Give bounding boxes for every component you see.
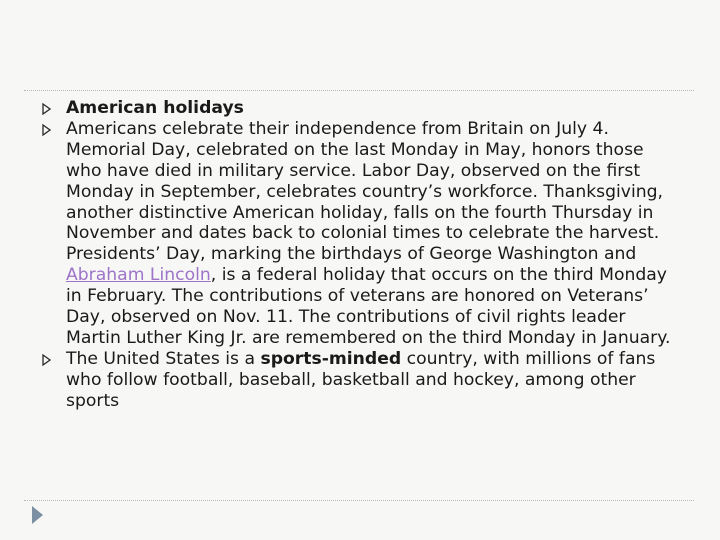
bullet-item-holidays [40,119,680,349]
abraham-lincoln-link[interactable]: Abraham Lincoln [66,265,211,286]
holidays-text-after-link: , is a federal holiday that occurs on the third Monday in February. The contributions of veterans are honored on Veterans’ Day, observed on Nov. 11. The contributions of civil rights leader Martin Luther King Jr. are remembered on the third Monday in January. [66,265,671,348]
bullet-list [40,98,680,412]
bullet-item-heading [40,98,680,119]
nav-forward-icon[interactable] [32,506,43,524]
triangle-bullet-icon [42,103,51,115]
sports-text-after-bold: country, with millions of fans who follow football, baseball, basketball and hockey, among other sports [66,348,656,411]
triangle-bullet-icon [42,124,51,136]
bullet-heading-text: American holidays [66,98,244,118]
sports-minded-text: sports-minded [260,348,402,369]
top-divider [24,90,694,91]
sports-text-before-bold: The United States is a [66,348,261,369]
bottom-divider [24,500,694,501]
slide-content [40,98,680,412]
triangle-bullet-icon [42,354,51,366]
bullet-item-sports [40,349,680,412]
holidays-text-before-link: Americans celebrate their independence from Britain on July 4. Memorial Day, celebrated on the last Monday in May, honors those who have died in military service. Labor Day, observed on the first Monday in September, celebrates country’s workforce. Thanksgiving, another distinctive American holiday, falls on the fourth Thursday in November and dates back to colonial times to celebrate the harvest. Presidents’ Day, marking the birthdays of George Washington and [66,118,664,265]
